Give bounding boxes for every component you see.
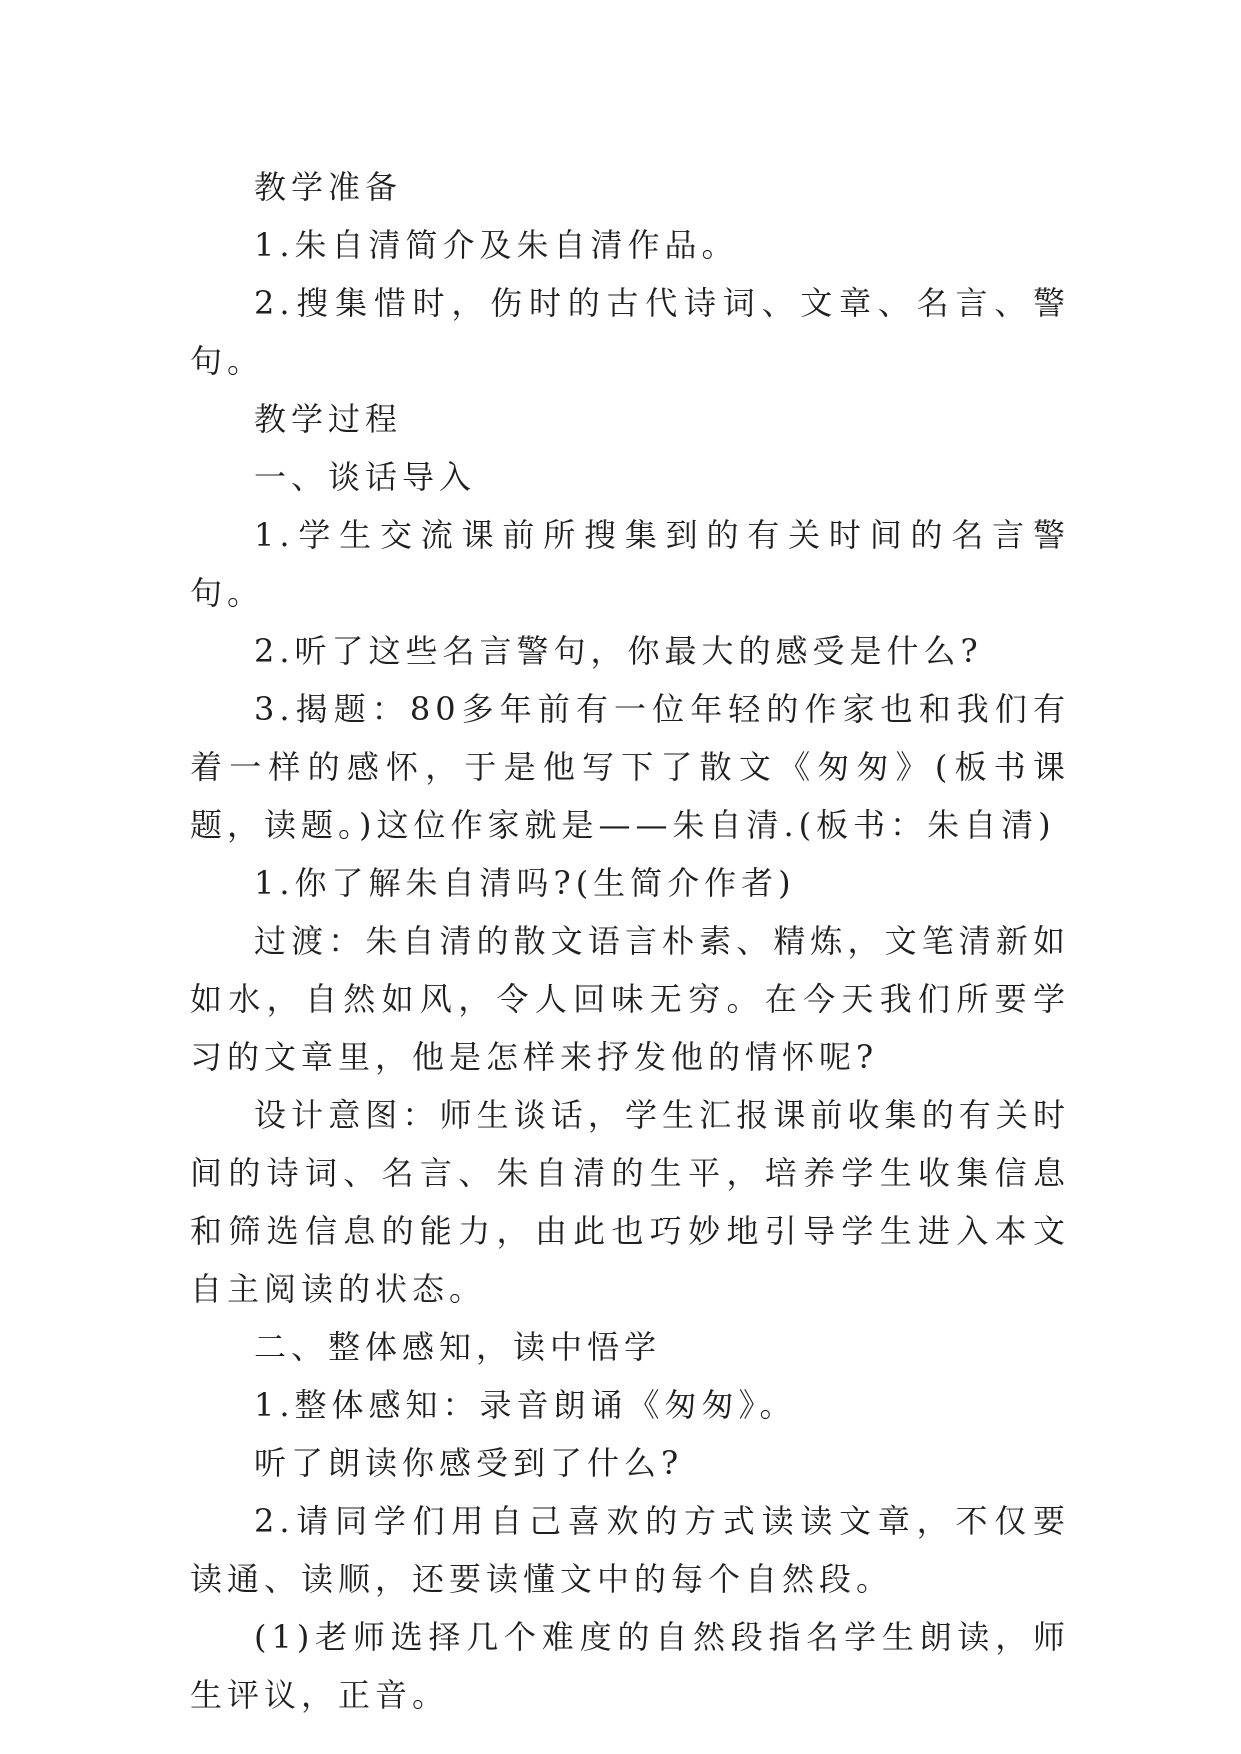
paragraph: 3.揭题：80多年前有一位年轻的作家也和我们有着一样的感怀，于是他写下了散文《匆匆》(板书课题，读题。)这位作家就是——朱自清.(板书：朱自清) bbox=[190, 690, 1070, 844]
paragraph: 2.请同学们用自己喜欢的方式读读文章，不仅要读通、读顺，还要读懂文中的每个自然段。 bbox=[190, 1502, 1070, 1598]
paragraph: 设计意图：师生谈话，学生汇报课前收集的有关时间的诗词、名言、朱自清的生平，培养学生收集信息和筛选信息的能力，由此也巧妙地引导学生进入本文自主阅读的状态。 bbox=[190, 1096, 1070, 1308]
paragraph: 1.学生交流课前所搜集到的有关时间的名言警句。 bbox=[190, 516, 1070, 612]
section-heading-process: 教学过程 bbox=[254, 400, 403, 438]
subsection-heading: 二、整体感知，读中悟学 bbox=[254, 1328, 662, 1366]
subsection-heading: 一、谈话导入 bbox=[254, 458, 477, 496]
paragraph: 1.你了解朱自清吗?(生简介作者) bbox=[254, 864, 796, 902]
paragraph: 听了朗读你感受到了什么? bbox=[254, 1444, 684, 1482]
paragraph: 1.朱自清简介及朱自清作品。 bbox=[254, 226, 739, 264]
paragraph: 1.整体感知：录音朗诵《匆匆》。 bbox=[254, 1386, 797, 1424]
paragraph: 2.听了这些名言警句，你最大的感受是什么? bbox=[254, 632, 983, 670]
section-heading-preparation: 教学准备 bbox=[254, 168, 403, 206]
document-body bbox=[190, 158, 1070, 1724]
paragraph: 过渡：朱自清的散文语言朴素、精炼，文笔清新如如水，自然如风，令人回味无穷。在今天我们所要学习的文章里，他是怎样来抒发他的情怀呢? bbox=[190, 922, 1070, 1076]
paragraph: 2.搜集惜时，伤时的古代诗词、文章、名言、警句。 bbox=[190, 284, 1070, 380]
paragraph: (1)老师选择几个难度的自然段指名学生朗读，师生评议，正音。 bbox=[190, 1618, 1070, 1714]
